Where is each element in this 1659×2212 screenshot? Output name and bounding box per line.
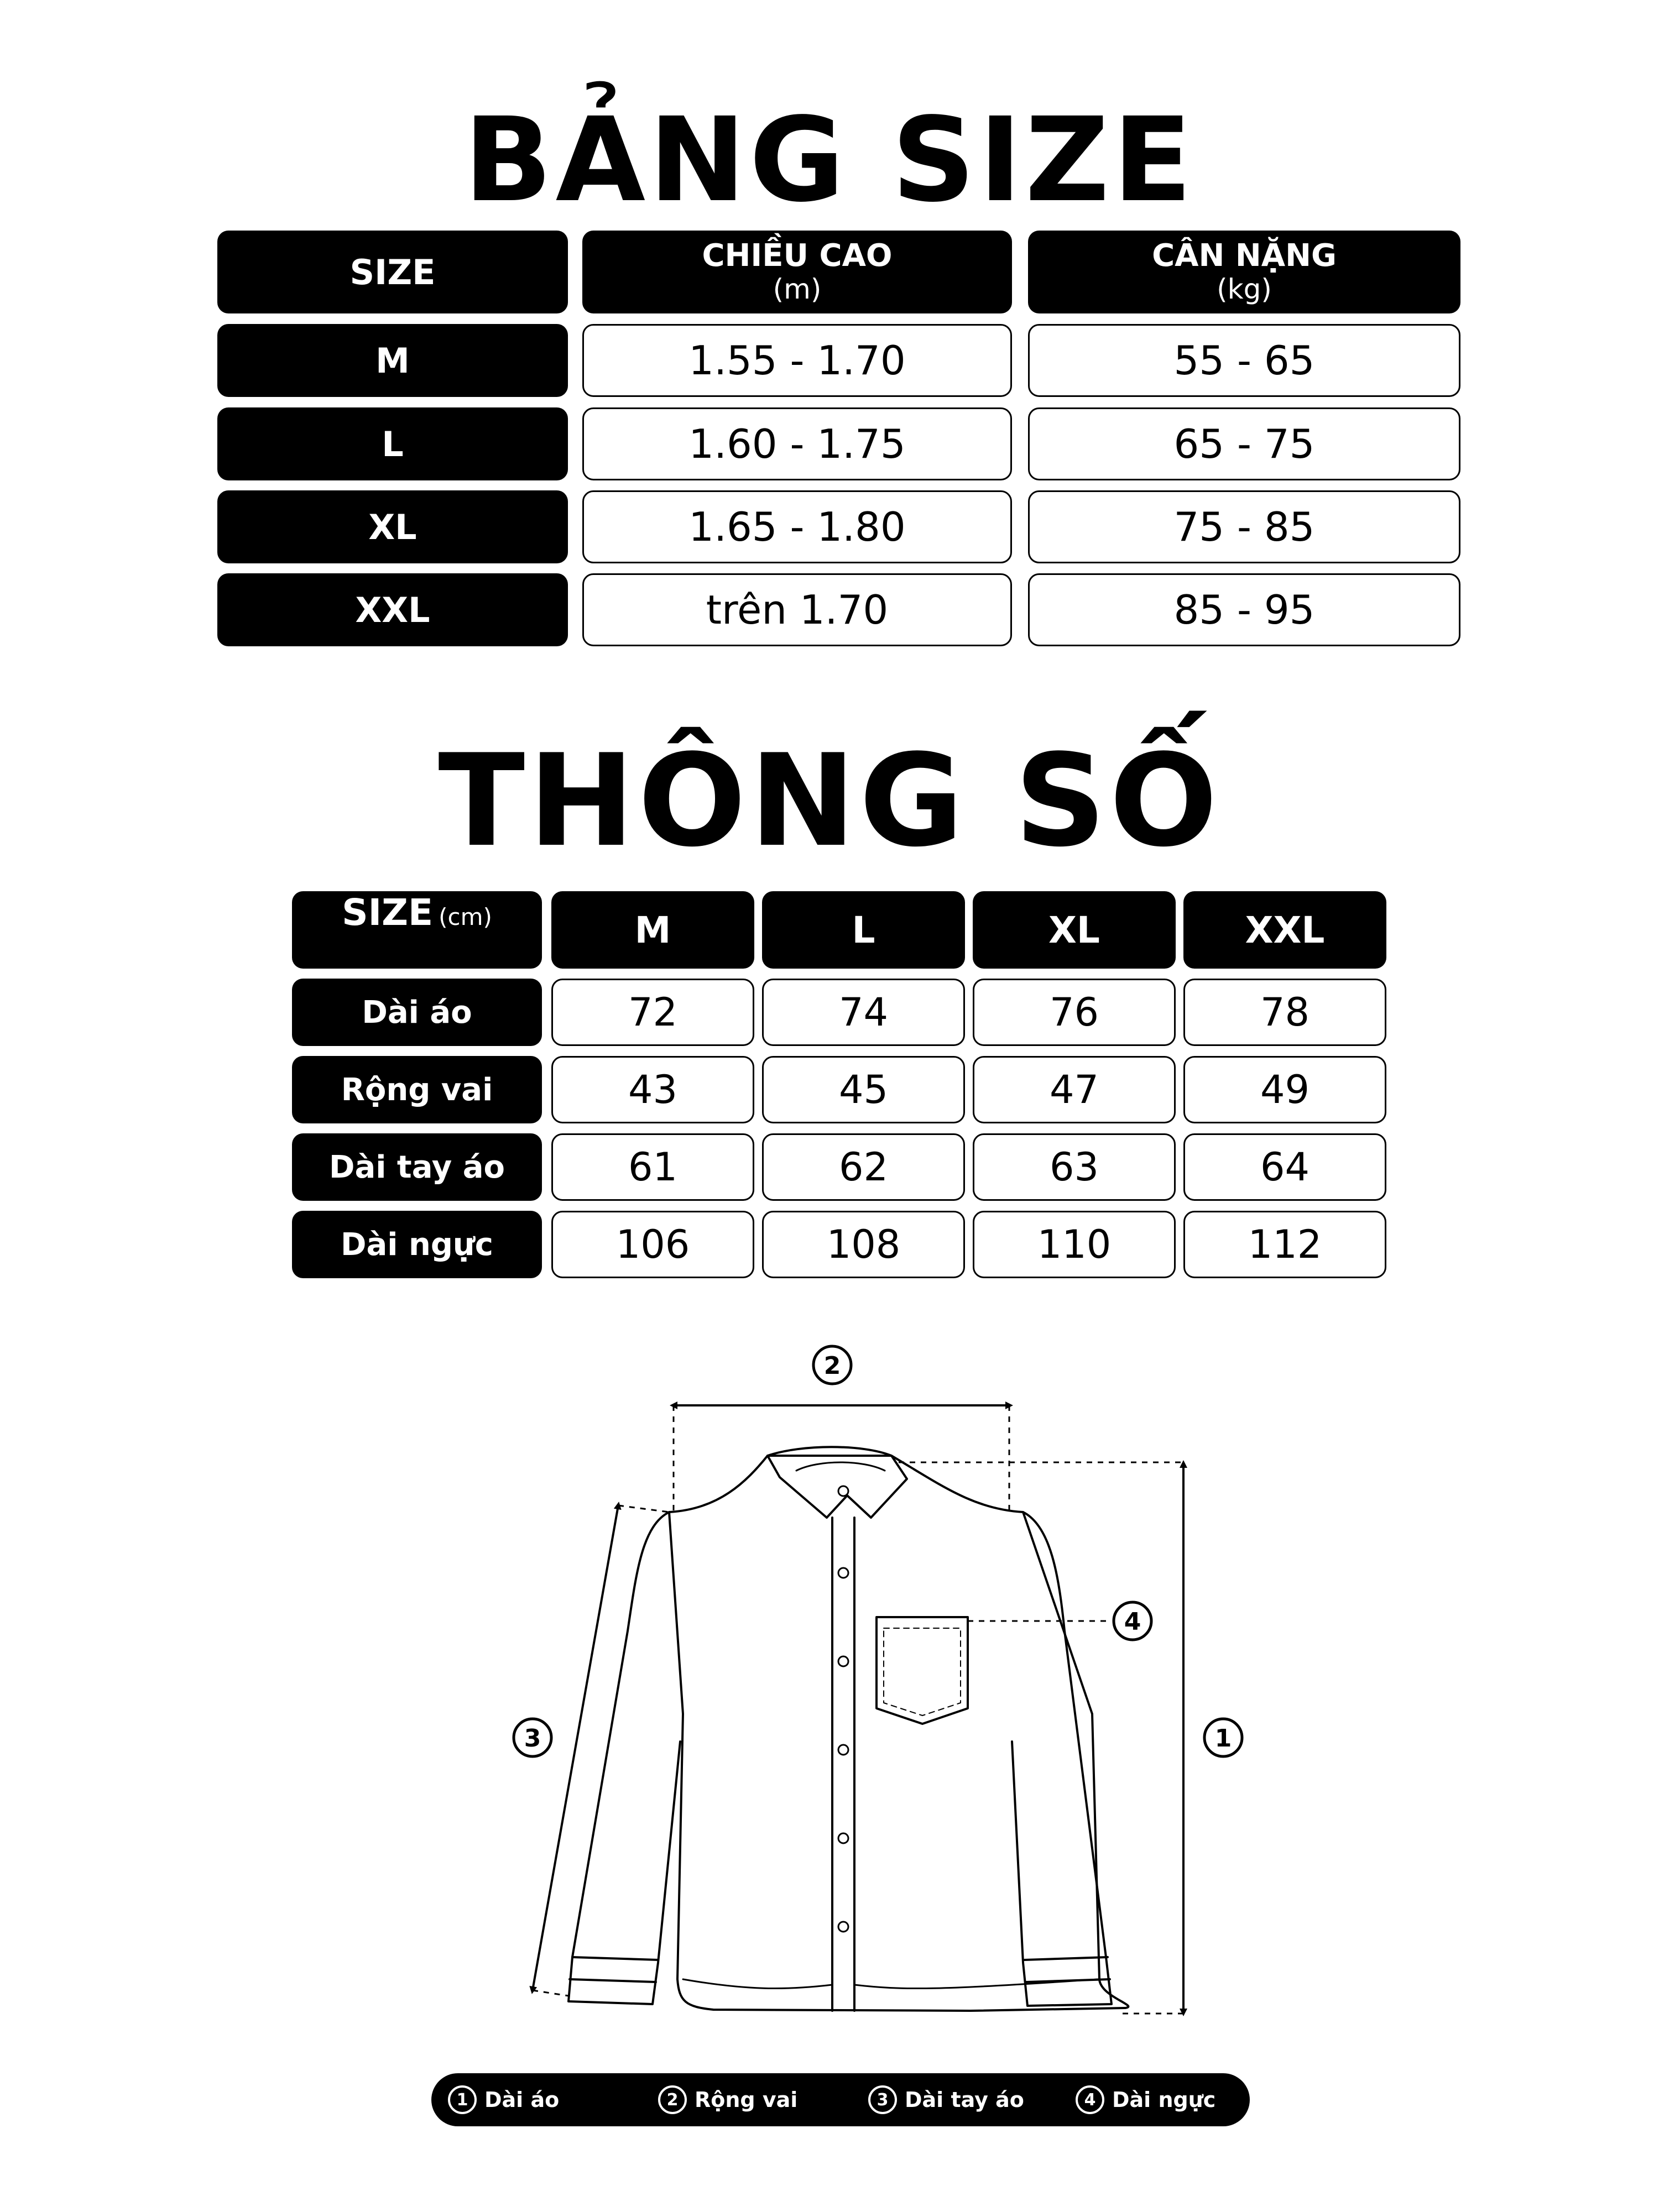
marker-3 bbox=[514, 1719, 551, 1756]
legend-item bbox=[448, 2073, 559, 2126]
marker-2 bbox=[813, 1346, 851, 1384]
legend-label: Dài ngực bbox=[1112, 2088, 1216, 2112]
specs-value: 110 bbox=[973, 1211, 1176, 1278]
right-sleeve-outline bbox=[1012, 1512, 1112, 2006]
size-chart-row-height: trên 1.70 bbox=[582, 573, 1012, 646]
size-chart-row-height: 1.55 - 1.70 bbox=[582, 324, 1012, 397]
legend-item bbox=[1076, 2073, 1215, 2126]
specs-value: 43 bbox=[551, 1056, 754, 1123]
legend-number: 4 bbox=[1076, 2085, 1104, 2114]
sleeve-guide-top bbox=[618, 1505, 669, 1512]
size-chart-row-weight: 75 - 85 bbox=[1028, 490, 1460, 563]
size-chart-row-weight: 55 - 65 bbox=[1028, 324, 1460, 397]
specs-value: 64 bbox=[1183, 1133, 1386, 1201]
specs-value: 62 bbox=[762, 1133, 965, 1201]
marker-1-label: 1 bbox=[1214, 1724, 1232, 1753]
specs-value: 108 bbox=[762, 1211, 965, 1278]
marker-1 bbox=[1204, 1719, 1242, 1756]
shirt-button bbox=[838, 1922, 848, 1932]
collar-band bbox=[796, 1462, 885, 1471]
shirt-body-outline bbox=[669, 1456, 1128, 2011]
placket bbox=[832, 1518, 854, 2011]
specs-value: 76 bbox=[973, 979, 1176, 1046]
specs-row-label: Dài tay áo bbox=[292, 1133, 542, 1201]
size-chart-row-weight: 85 - 95 bbox=[1028, 573, 1460, 646]
legend-label: Dài áo bbox=[484, 2088, 560, 2112]
weight-header-label: CÂN NẶNG bbox=[1152, 238, 1337, 274]
size-chart-row-size: M bbox=[217, 324, 568, 397]
specs-row-label: Dài áo bbox=[292, 979, 542, 1046]
pocket-stitch bbox=[884, 1628, 961, 1716]
weight-header-unit: (kg) bbox=[1217, 273, 1272, 305]
shirt-button bbox=[838, 1833, 848, 1843]
legend-item bbox=[658, 2073, 797, 2126]
specs-value: 47 bbox=[973, 1056, 1176, 1123]
shirt-button bbox=[838, 1486, 848, 1496]
specs-value: 112 bbox=[1183, 1211, 1386, 1278]
right-cuff bbox=[1025, 1957, 1110, 1982]
size-chart-row-size: XL bbox=[217, 490, 568, 563]
specs-value: 63 bbox=[973, 1133, 1176, 1201]
left-cuff bbox=[570, 1957, 658, 1982]
marker-2-label: 2 bbox=[823, 1352, 841, 1380]
size-chart-row-size: L bbox=[217, 407, 568, 480]
specs-row-label: Dài ngực bbox=[292, 1211, 542, 1278]
specs-header-col: L bbox=[762, 891, 965, 969]
size-chart-title: BẢNG SIZE bbox=[463, 92, 1196, 228]
legend-bar bbox=[431, 2073, 1250, 2126]
shirt-button bbox=[838, 1656, 848, 1666]
size-chart-row-weight: 65 - 75 bbox=[1028, 407, 1460, 480]
sleeve-guide-bottom bbox=[533, 1990, 568, 1996]
specs-header-unit: (cm) bbox=[439, 903, 492, 930]
specs-title: THÔNG SỐ bbox=[438, 728, 1221, 875]
legend-item bbox=[868, 2073, 1024, 2126]
collar-outline bbox=[768, 1447, 907, 1518]
specs-value: 45 bbox=[762, 1056, 965, 1123]
specs-header-col: M bbox=[551, 891, 754, 969]
height-header-unit: (m) bbox=[773, 273, 822, 305]
size-chart-row-size: XXL bbox=[217, 573, 568, 646]
shirt-button bbox=[838, 1568, 848, 1578]
legend-label: Rộng vai bbox=[695, 2088, 798, 2112]
legend-number: 2 bbox=[658, 2085, 687, 2114]
specs-value: 61 bbox=[551, 1133, 754, 1201]
specs-header-col: XL bbox=[973, 891, 1176, 969]
shirt-button bbox=[838, 1745, 848, 1755]
legend-number: 1 bbox=[448, 2085, 477, 2114]
size-chart-row-height: 1.60 - 1.75 bbox=[582, 407, 1012, 480]
specs-row-label: Rộng vai bbox=[292, 1056, 542, 1123]
size-chart-row-height: 1.65 - 1.80 bbox=[582, 490, 1012, 563]
marker-4 bbox=[1114, 1602, 1151, 1640]
specs-header-size-label: SIZE bbox=[342, 891, 434, 934]
specs-value: 49 bbox=[1183, 1056, 1386, 1123]
pocket bbox=[877, 1617, 968, 1724]
specs-value: 78 bbox=[1183, 979, 1386, 1046]
left-sleeve-outline bbox=[568, 1512, 680, 2004]
legend-label: Dài tay áo bbox=[905, 2088, 1024, 2112]
marker-4-label: 4 bbox=[1124, 1608, 1141, 1636]
specs-value: 72 bbox=[551, 979, 754, 1046]
specs-value: 74 bbox=[762, 979, 965, 1046]
size-chart-header-size: SIZE bbox=[217, 231, 568, 313]
specs-value: 106 bbox=[551, 1211, 754, 1278]
specs-header-col: XXL bbox=[1183, 891, 1386, 969]
marker-3-label: 3 bbox=[524, 1724, 541, 1753]
height-header-label: CHIỀU CAO bbox=[702, 238, 893, 274]
legend-number: 3 bbox=[868, 2085, 897, 2114]
